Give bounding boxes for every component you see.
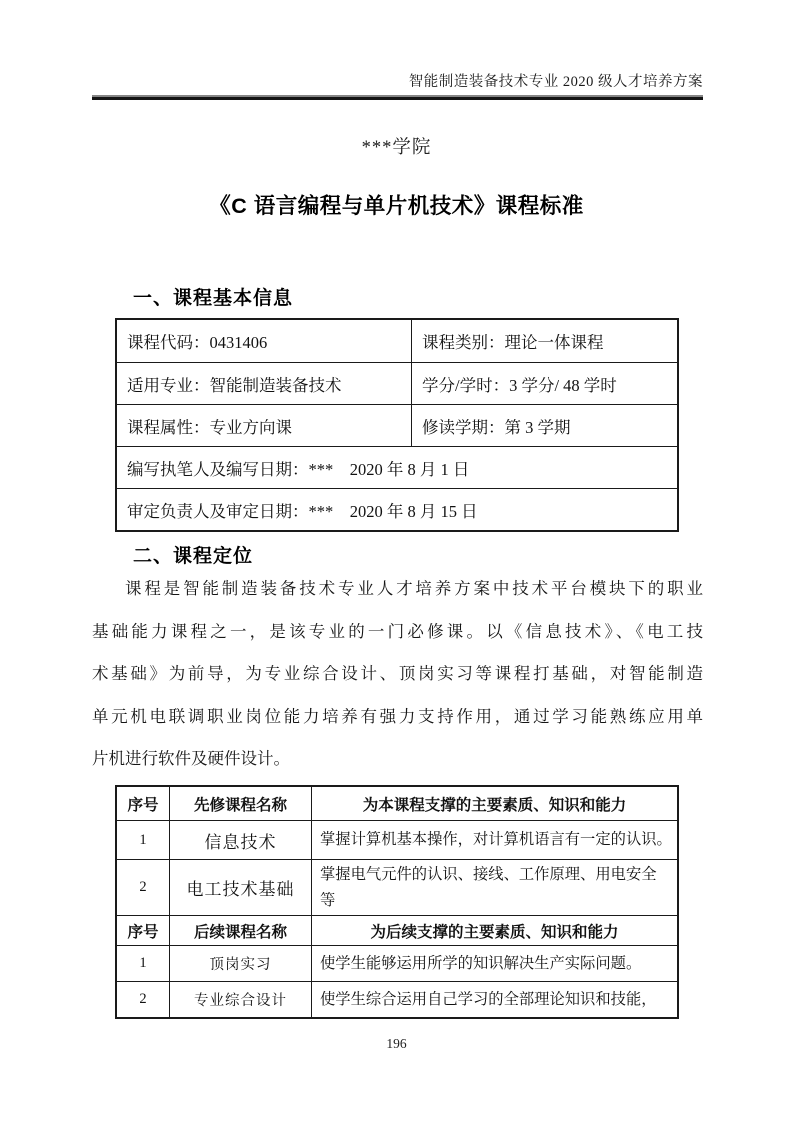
course-code-cell: 课程代码：0431406 [117, 320, 412, 362]
course-desc-cell [312, 982, 677, 1017]
study-semester-cell: 修读学期：第 3 学期 [422, 417, 571, 437]
course-name-cell: 专业综合设计 [169, 982, 312, 1017]
table-row [117, 488, 677, 530]
col-header-support: 为后续支撑的主要素质、知识和能力 [370, 923, 619, 941]
course-category-cell: 课程类别：理论一体课程 [422, 333, 604, 352]
table-row [117, 446, 677, 488]
row-number-cell: 1 [139, 831, 147, 848]
paragraph-line: 单元机电联调职业岗位能力培养有强力支持作用，通过学习能熟练应用单 [92, 706, 703, 726]
document-title: 《C 语言编程与单片机技术》课程标准 [209, 194, 584, 218]
credits-hours-cell: 学分/学时：3 学分/ 48 学时 [422, 375, 617, 395]
course-position-paragraph [92, 568, 703, 781]
paragraph-line: 课程是智能制造装备技术专业人才培养方案中技术平台模块下的职业 [125, 579, 703, 598]
related-courses-table [115, 785, 679, 1019]
col-header-no: 序号 [127, 796, 159, 814]
course-desc-cell [312, 946, 677, 981]
course-attribute-cell: 课程属性：专业方向课 [117, 405, 412, 446]
row-number-cell: 2 [139, 991, 147, 1007]
desc-line: 等 [320, 891, 336, 909]
desc-line: 使学生能够运用所学的知识解决生产实际问题。 [320, 954, 642, 972]
reviewer-date-cell: 审定负责人及审定日期：*** 2020 年 8 月 15 日 [127, 501, 478, 521]
paragraph-line: 片机进行软件及硬件设计。 [92, 749, 290, 768]
col-header-name: 先修课程名称 [169, 787, 312, 820]
course-desc-cell [312, 860, 677, 915]
col-header-no: 序号 [127, 923, 159, 941]
course-name-cell: 电工技术基础 [169, 860, 312, 915]
school-title: ***学院 [361, 138, 432, 158]
course-name-cell: 顶岗实习 [169, 946, 312, 981]
row-number-cell: 2 [139, 879, 147, 895]
col-header-name: 后续课程名称 [169, 916, 312, 945]
table-row [117, 981, 677, 1017]
desc-line: 掌握计算机基本操作，对计算机语言有一定的认识。 [320, 831, 672, 848]
prerequisite-header-row [117, 787, 677, 820]
course-desc-cell [312, 821, 677, 859]
table-row [117, 859, 677, 915]
table-row [117, 404, 677, 446]
author-date-cell: 编写执笔人及编写日期：*** 2020 年 8 月 1 日 [127, 459, 470, 479]
basic-info-table [115, 318, 679, 532]
page-number: 196 [386, 1036, 407, 1051]
table-row [117, 362, 677, 404]
header-rule [92, 95, 703, 100]
col-header-support: 为本课程支撑的主要素质、知识和能力 [362, 796, 627, 814]
row-number-cell: 1 [139, 955, 147, 971]
followup-header-row [117, 915, 677, 945]
desc-line: 使学生综合运用自己学习的全部理论知识和技能， [320, 990, 657, 1008]
course-name-cell: 信息技术 [169, 821, 312, 859]
paragraph-line: 术基础》为前导，为专业综合设计、顶岗实习等课程打基础，对智能制造 [92, 664, 703, 683]
section-heading-basic-info: 一、课程基本信息 [133, 288, 294, 309]
applicable-major-cell: 适用专业：智能制造装备技术 [117, 363, 412, 404]
desc-line: 掌握电气元件的认识、接线、工作原理、用电安全 [320, 865, 657, 883]
section-heading-course-position: 二、课程定位 [133, 546, 254, 567]
page-header-text: 智能制造装备技术专业 2020 级人才培养方案 [408, 74, 703, 90]
table-row [117, 820, 677, 859]
table-row [117, 945, 677, 981]
table-row [117, 320, 677, 362]
paragraph-line: 基础能力课程之一，是该专业的一门必修课。以《信息技术》、《电工技 [92, 621, 703, 641]
